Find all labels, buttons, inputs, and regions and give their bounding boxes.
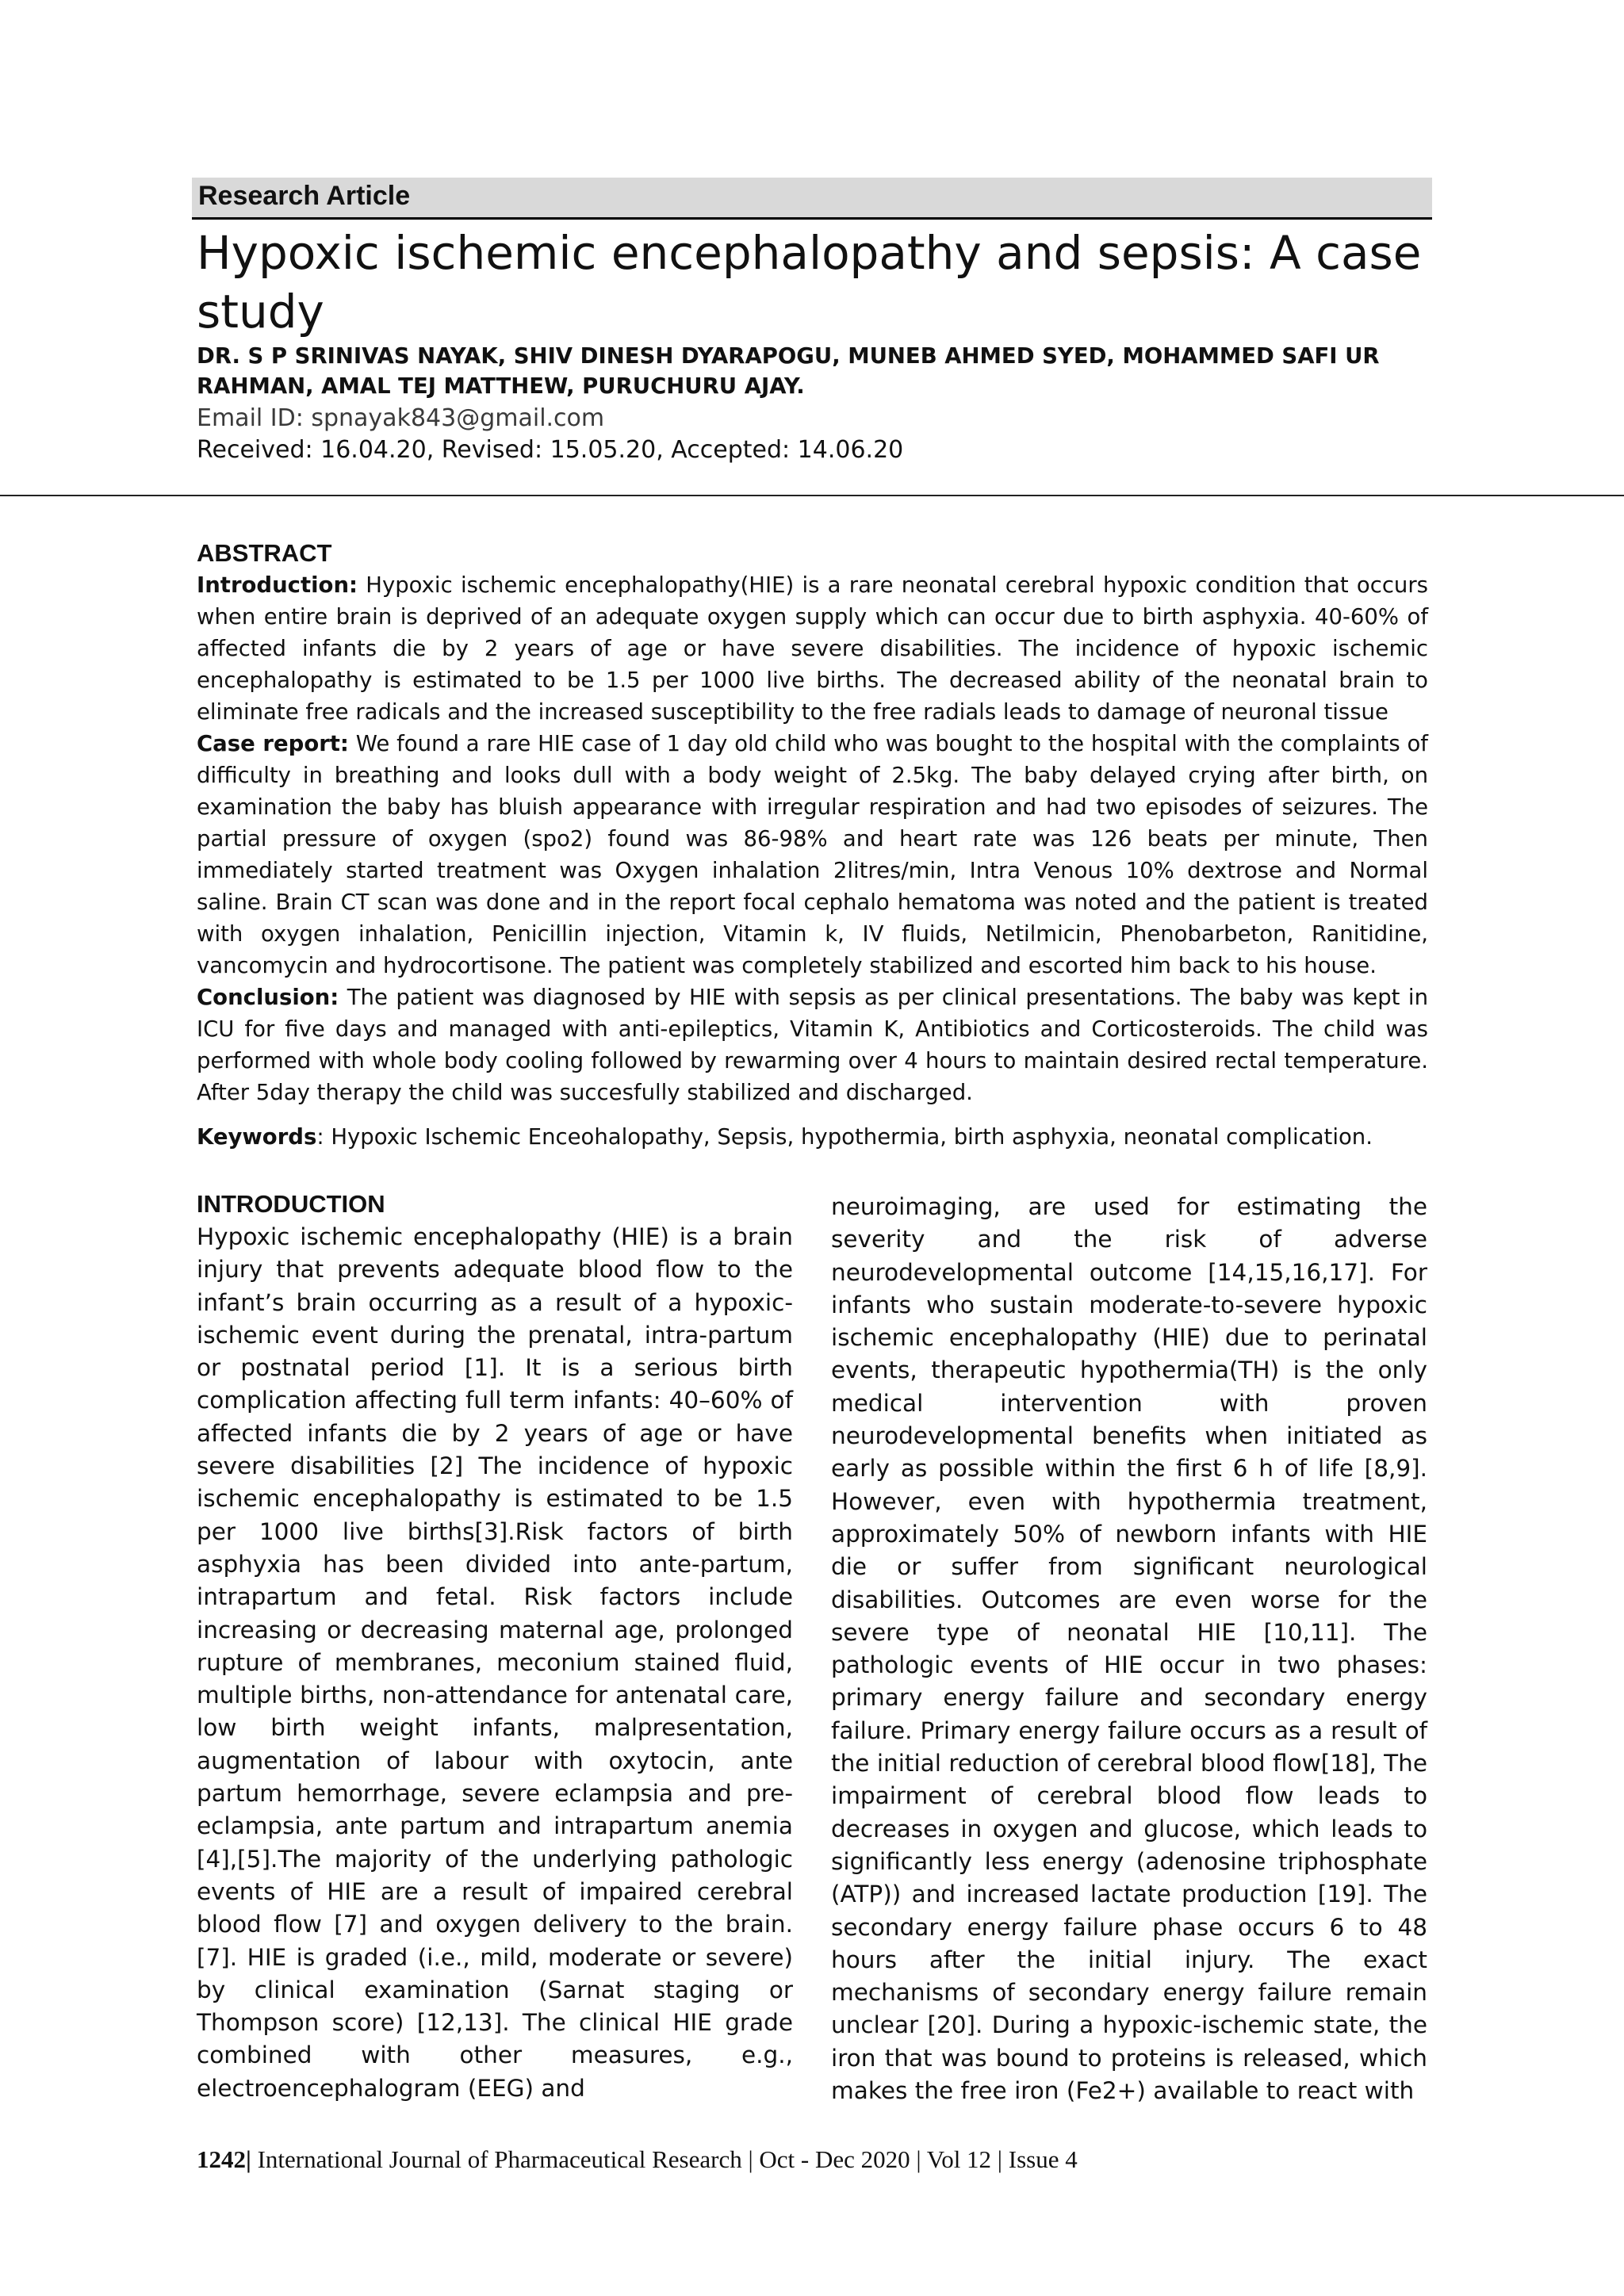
abstract-case-report [197,728,1428,982]
page-footer [197,2145,1434,2174]
introduction-paragraph-left: Hypoxic ischemic encephalopathy (HIE) is a brain injury that prevents adequate blood flow to the infant’s brain occurring as a result of a hypoxic-ischemic event during the prenatal, intra-partum or postnatal period [1]. It is a serious birth complication affecting full term infants: 40–60% of affected infants die by 2 years of age or have severe disabilities [2] The incidence of hypoxic ischemic encephalopathy is estimated to be 1.5 per 1000 live births[3].Risk factors of birth asphyxia has been divided into ante-partum, intrapartum and fetal. Risk factors include increasing or decreasing maternal age, prolonged rupture of membranes, meconium stained fluid, multiple births, non-attendance for antenatal care, low birth weight infants, malpresentation, augmentation of labour with oxytocin, ante partum hemorrhage, severe eclampsia and pre-eclampsia, ante partum and intrapartum anemia [4],[5].The majority of the underlying pathologic events of HIE are a result of impaired cerebral blood flow [7] and oxygen delivery to the brain.[7]. HIE is graded (i.e., mild, moderate or severe) by clinical examination (Sarnat staging or Thompson score) [12,13]. The clinical HIE grade combined with other measures, e.g., electroencephalogram (EEG) and [197,1223,793,2102]
keywords [197,1121,1428,1153]
article-title: Hypoxic ischemic encephalopathy and sepsis: A case study [197,226,1422,339]
page-number: 1242| [197,2145,251,2173]
introduction-heading: INTRODUCTION [197,1190,385,1218]
abstract-case-text: We found a rare HIE case of 1 day old child who was bought to the hospital with the complaints of difficulty in breathing and looks dull with a body weight of 2.5kg. The baby delayed crying after birth, on examination the baby has bluish appearance with irregular respiration and had two episodes of seizures. The partial pressure of oxygen (spo2) found was 86-98% and heart rate was 126 beats per minute, Then immediately started treatment was Oxygen inhalation 2litres/min, Intra Venous 10% dextrose and Normal saline. Brain CT scan was done and in the report focal cephalo hematoma was noted and the patient is treated with oxygen inhalation, Penicillin injection, Vitamin k, IV fluids, Netilmicin, Phenobarbeton, Ranitidine, vancomycin and hydrocortisone. The patient was completely stabilized and escorted him back to his house. [197,731,1428,978]
abstract-conclusion [197,982,1428,1108]
article-type-label: Research Article [198,181,411,211]
abstract-conclusion-text: The patient was diagnosed by HIE with sepsis as per clinical presentations. The baby was kept in ICU for five days and managed with anti-epileptics, Vitamin K, Antibiotics and Corticosteroids. The child was performed with whole body cooling followed by rewarming over 4 hours to maintain desired rectal temperature. After 5day therapy the child was succesfully stabilized and discharged. [197,985,1428,1105]
article-meta [197,403,1434,466]
abstract-heading: ABSTRACT [197,539,332,567]
introduction-paragraph-right: neuroimaging, are used for estimating the severity and the risk of adverse neurodevelopmental outcome [14,15,16,17]. For infants who sustain moderate-to-severe hypoxic ischemic encephalopathy (HIE) due to perinatal events, therapeutic hypothermia(TH) is the only medical intervention with proven neurodevelopmental benefits when initiated as early as possible within the first 6 h of life [8,9]. However, even with hypothermia treatment, approximately 50% of newborn infants with HIE die or suffer from significant neurological disabilities. Outcomes are even worse for the severe type of neonatal HIE [10,11]. The pathologic events of HIE occur in two phases: primary energy failure and secondary energy failure. Primary energy failure occurs as a result of the initial reduction of cerebral blood flow[18], The impairment of cerebral blood flow leads to decreases in oxygen and glucose, which leads to significantly less energy (adenosine triphosphate (ATP)) and increased lactate production [19]. The secondary energy failure phase occurs 6 to 48 hours after the initial injury. The exact mechanisms of secondary energy failure remain unclear [20]. During a hypoxic-ischemic state, the iron that was bound to proteins is released, which makes the free iron (Fe2+) available to react with [831,1193,1427,2105]
abstract-case-label: Case report: [197,731,349,756]
author-email: Email ID: spnayak843@gmail.com [197,404,605,432]
introduction-left-column [197,1188,793,2105]
abstract-conclusion-label: Conclusion: [197,985,339,1010]
article-dates: Received: 16.04.20, Revised: 15.05.20, Accepted: 14.06.20 [197,436,904,464]
keywords-label: Keywords [197,1124,317,1150]
abstract-intro-text: Hypoxic ischemic encephalopathy(HIE) is a rare neonatal cerebral hypoxic condition that occurs when entire brain is deprived of an adequate oxygen supply which can occur due to birth asphyxia. 40-60% of affected infants die by 2 years of age or have severe disabilities. The incidence of hypoxic ischemic encephalopathy is estimated to be 1.5 per 1000 live births. The decreased ability of the neonatal brain to eliminate free radicals and the increased susceptibility to the free radials leads to damage of neuronal tissue [197,572,1428,725]
introduction-right-column [831,1191,1427,2107]
abstract-intro-label: Introduction: [197,572,358,598]
abstract-introduction [197,569,1428,728]
journal-citation: International Journal of Pharmaceutical Research | Oct - Dec 2020 | Vol 12 | Issue 4 [251,2145,1078,2173]
header-divider [0,495,1624,496]
keywords-text: : Hypoxic Ischemic Enceohalopathy, Sepsis, hypothermia, birth asphyxia, neonatal complication. [316,1124,1373,1150]
abstract-section [197,538,1428,1153]
author-list: DR. S P SRINIVAS NAYAK, SHIV DINESH DYARAPOGU, MUNEB AHMED SYED, MOHAMMED SAFI UR RAHMAN, AMAL TEJ MATTHEW, PURUCHURU AJAY. [197,343,1380,399]
